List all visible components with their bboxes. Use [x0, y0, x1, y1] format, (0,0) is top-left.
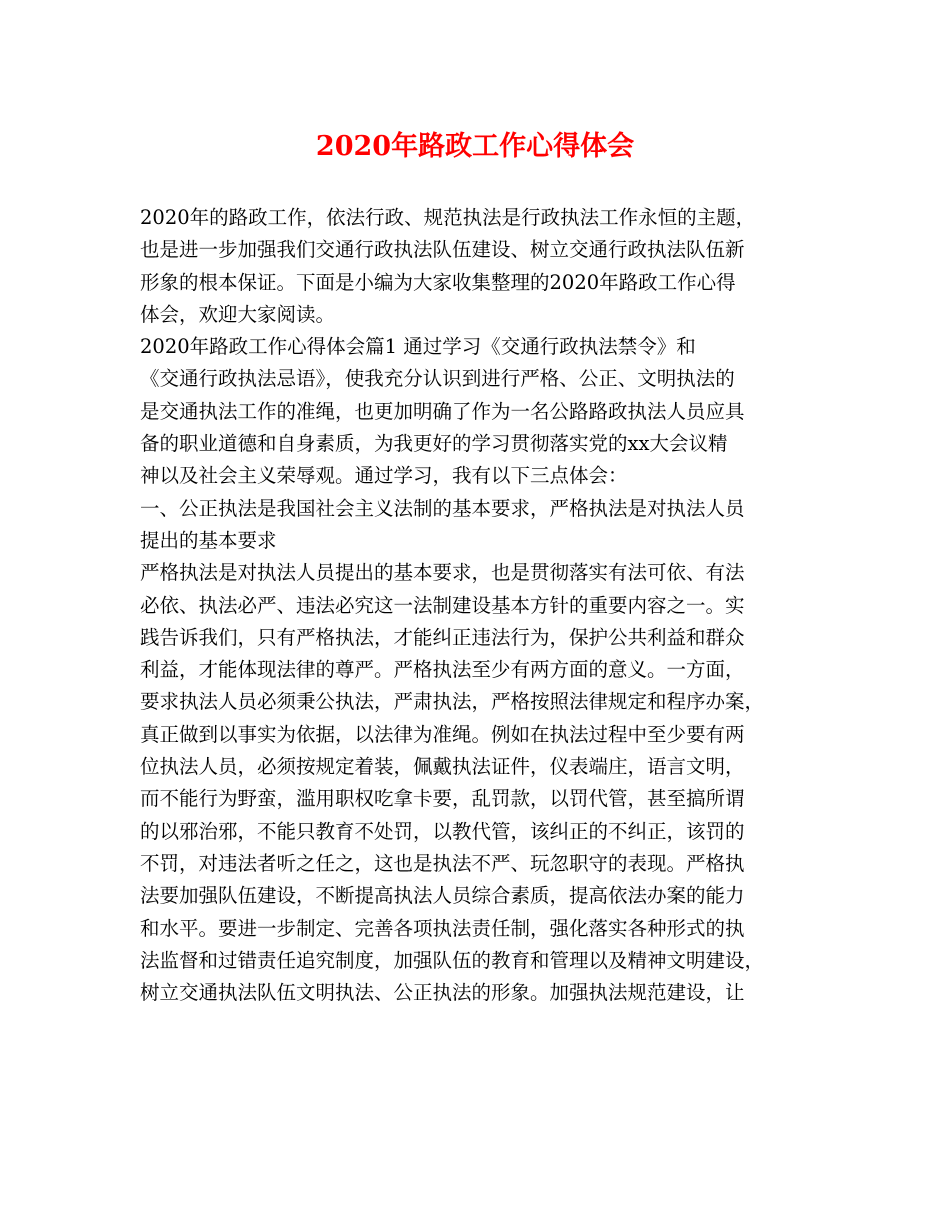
body-text-line: 《交通行政执法忌语》，使我充分认识到进行严格、公正、文明执法的 [140, 367, 735, 391]
body-text-line: 形象的根本保证。下面是小编为大家收集整理的2020年路政工作心得 [140, 270, 736, 294]
body-text-line: 的以邪治邪，不能只教育不处罚，以教代管，该纠正的不纠正，该罚的 [140, 819, 745, 843]
body-text-line: 体会，欢迎大家阅读。 [140, 302, 336, 326]
body-text-line: 践告诉我们，只有严格执法，才能纠正违法行为，保护公共利益和群众 [140, 625, 745, 649]
body-text-line: 树立交通执法队伍文明执法、公正执法的形象。加强执法规范建设，让 [140, 981, 745, 1005]
body-text-line: 备的职业道德和自身素质，为我更好的学习贯彻落实党的xx大会议精 [140, 432, 728, 456]
body-text-line: 2020年路政工作心得体会篇1 通过学习《交通行政执法禁令》和 [140, 335, 696, 359]
body-text-line: 提出的基本要求 [140, 528, 277, 552]
body-text-line: 严格执法是对执法人员提出的基本要求，也是贯彻落实有法可依、有法 [140, 561, 745, 585]
body-text-line: 利益，才能体现法律的尊严。严格执法至少有两方面的意义。一方面， [140, 658, 745, 682]
body-text-line: 要求执法人员必须秉公执法，严肃执法，严格按照法律规定和程序办案， [140, 690, 765, 714]
body-text-line: 法监督和过错责任追究制度，加强队伍的教育和管理以及精神文明建设， [140, 948, 765, 972]
body-text-line: 必依、执法必严、违法必究这一法制建设基本方针的重要内容之一。实 [140, 593, 745, 617]
body-text-line: 位执法人员，必须按规定着装，佩戴执法证件，仪表端庄，语言文明， [140, 755, 745, 779]
body-text-line: 一、公正执法是我国社会主义法制的基本要求，严格执法是对执法人员 [140, 496, 745, 520]
body-text-line: 真正做到以事实为依据，以法律为准绳。例如在执法过程中至少要有两 [140, 722, 745, 746]
document-body [140, 202, 840, 1009]
body-text-line: 也是进一步加强我们交通行政执法队伍建设、树立交通行政执法队伍新 [140, 238, 745, 262]
body-text-line: 法要加强队伍建设，不断提高执法人员综合素质，提高依法办案的能力 [140, 884, 745, 908]
body-text-line: 神以及社会主义荣辱观。通过学习，我有以下三点体会： [140, 464, 628, 488]
body-text-line: 和水平。要进一步制定、完善各项执法责任制，强化落实各种形式的执 [140, 916, 745, 940]
body-text-line: 是交通执法工作的准绳，也更加明确了作为一名公路路政执法人员应具 [140, 399, 745, 423]
document-title: 2020年路政工作心得体会 [315, 131, 635, 162]
body-text-line: 2020年的路政工作，依法行政、规范执法是行政执法工作永恒的主题， [140, 206, 756, 229]
body-text-line: 而不能行为野蛮，滥用职权吃拿卡要，乱罚款，以罚代管，甚至搞所谓 [140, 787, 745, 811]
body-text-line: 不罚，对违法者听之任之，这也是执法不严、玩忽职守的表现。严格执 [140, 851, 745, 875]
